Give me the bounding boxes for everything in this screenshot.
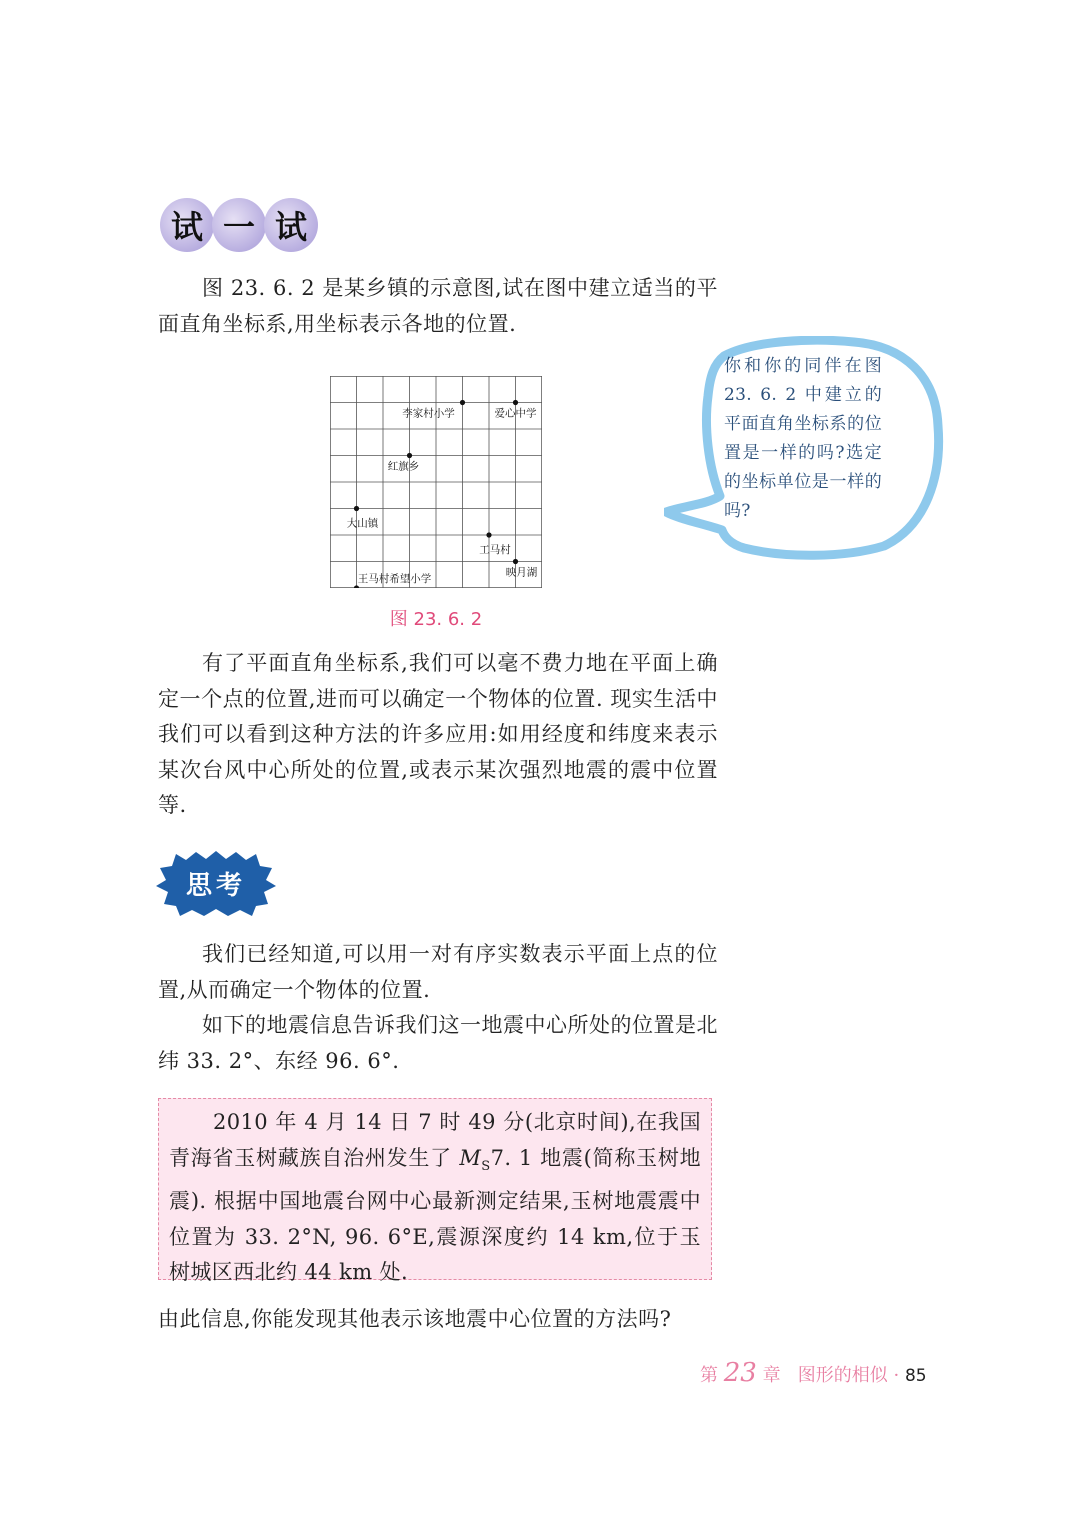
info-part-2: 7. 1 地震(简称玉树地震). 根据中国地震台网中心最新测定结果,玉树地震震中位置为 33. 2°N, 96. 6°E,震源深度约 14 km,位于玉树城区西北约 44 km 处. [169, 1145, 702, 1285]
place-marker [407, 453, 412, 458]
town-map-figure [330, 376, 542, 588]
chapter-title: 图形的相似 [797, 1365, 888, 1386]
earthquake-info-box [158, 1098, 712, 1285]
place-marker [354, 585, 359, 588]
town-grid [330, 376, 542, 588]
place-label: 映月湖 [505, 566, 538, 579]
place-label: 李家村小学 [402, 407, 455, 420]
chapter-suffix: 章 [762, 1365, 781, 1386]
place-marker [460, 400, 465, 405]
footer-separator: · [893, 1365, 900, 1386]
place-marker [354, 506, 359, 511]
try-char-2: 一 [212, 198, 266, 252]
try-char-1: 试 [160, 198, 214, 252]
place-marker [486, 532, 491, 537]
chapter-number: 23 [723, 1358, 757, 1388]
page-number: 85 [904, 1366, 927, 1386]
figure-caption: 图 23. 6. 2 [389, 609, 483, 630]
try-char-3: 试 [264, 198, 318, 252]
place-label: 工马村 [479, 544, 511, 556]
place-label: 王马村希望小学 [357, 573, 432, 585]
place-marker [513, 559, 518, 564]
place-label: 红旗乡 [387, 460, 420, 473]
try-intro: 图 23. 6. 2 是某乡镇的示意图,试在图中建立适当的平面直角坐标系,用坐标表示各地的位置. [158, 276, 718, 336]
info-part-1: 2010 年 4 月 14 日 7 时 49 分(北京时间),在我国青海省玉树藏族自治州发生了 [169, 1110, 701, 1170]
place-label: 爱心中学 [494, 407, 537, 420]
think-paragraph-2: 如下的地震信息告诉我们这一地震中心所处的位置是北纬 33. 2°、东经 96. 6°. [158, 1013, 718, 1073]
magnitude-symbol: M [459, 1145, 482, 1170]
think-label: 思考 [185, 870, 246, 901]
chapter-prefix: 第 [700, 1365, 718, 1386]
page-footer [700, 1358, 927, 1388]
think-paragraph-1: 我们已经知道,可以用一对有序实数表示平面上点的位置,从而确定一个物体的位置. [158, 942, 718, 1002]
paragraph-coordinates: 有了平面直角坐标系,我们可以毫不费力地在平面上确定一个点的位置,进而可以确定一个物体的位置. 现实生活中我们可以看到这种方法的许多应用:如用经度和纬度来表示某次台风中心所处的位置,或表示某次强烈地震的震中位置等. [158, 651, 718, 817]
bubble-text: 你和你的同伴在图 23. 6. 2 中建立的平面直角坐标系的位置是一样的吗?选定的坐标单位是一样的吗? [724, 356, 882, 521]
place-label: 大山镇 [346, 517, 379, 530]
question-text: 由此信息,你能发现其他表示该地震中心位置的方法吗? [158, 1307, 672, 1331]
earthquake-info-text [169, 1105, 701, 1291]
place-marker [513, 400, 518, 405]
magnitude-subscript: S [481, 1158, 491, 1174]
